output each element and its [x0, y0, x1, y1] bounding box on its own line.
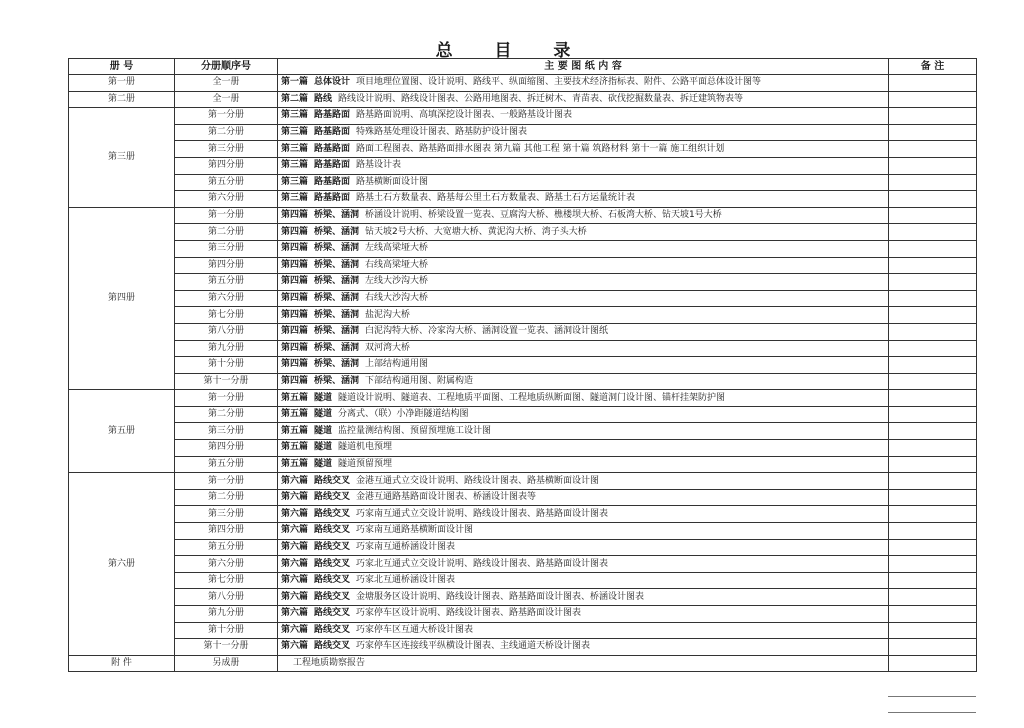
table-row: [69, 257, 977, 274]
note-cell: [889, 423, 977, 440]
section-name: 桥梁、涵洞: [314, 359, 360, 370]
content-text: 路面工程图表、路基路面排水图表 第九篇 其他工程 第十篇 筑路材料 第十一篇 施工组织计划: [356, 143, 725, 154]
section-label: 第四篇: [281, 375, 309, 386]
table-row: [69, 274, 977, 291]
section-label: 第六篇: [281, 641, 309, 652]
sub-volume-cell: 第十分册: [175, 357, 278, 374]
note-cell: [889, 290, 977, 307]
content-text: 巧家停车区互通大桥设计图表: [356, 624, 474, 635]
content-cell: [278, 506, 889, 523]
content-text: 双河湾大桥: [365, 342, 411, 353]
volume-cell: 第二册: [69, 91, 175, 108]
section-name: 路基路面: [314, 143, 351, 154]
section-name: 桥梁、涵洞: [314, 243, 360, 254]
section-label: 第一篇: [281, 77, 309, 88]
section-label: 第六篇: [281, 591, 309, 602]
content-cell: [278, 157, 889, 174]
table-row: [69, 91, 977, 108]
section-label: 第三篇: [281, 143, 309, 154]
table-row: [69, 572, 977, 589]
section-label: 第四篇: [281, 259, 309, 270]
table-row: [69, 323, 977, 340]
section-label: 第六篇: [281, 608, 309, 619]
section-name: 桥梁、涵洞: [314, 309, 360, 320]
note-cell: [889, 655, 977, 672]
content-text: 路基路面说明、高填深挖设计图表、一般路基设计图表: [356, 110, 573, 121]
content-text: 工程地质勘察报告: [293, 658, 366, 669]
sub-volume-cell: 第十一分册: [175, 373, 278, 390]
toc-table: [68, 58, 977, 672]
section-label: 第五篇: [281, 392, 309, 403]
table-row: [69, 174, 977, 191]
note-cell: [889, 440, 977, 457]
section-name: 路线交叉: [314, 575, 351, 586]
content-text: 巧家南互通桥涵设计图表: [356, 541, 456, 552]
sub-volume-cell: 第二分册: [175, 224, 278, 241]
content-text: 路基横断面设计图: [356, 176, 429, 187]
section-label: 第四篇: [281, 326, 309, 337]
content-cell: [278, 240, 889, 257]
section-name: 桥梁、涵洞: [314, 293, 360, 304]
note-cell: [889, 357, 977, 374]
note-cell: [889, 572, 977, 589]
sub-volume-cell: 第二分册: [175, 489, 278, 506]
section-label: 第三篇: [281, 127, 309, 138]
section-name: 桥梁、涵洞: [314, 276, 360, 287]
content-cell: [278, 174, 889, 191]
section-label: 第三篇: [281, 160, 309, 171]
note-cell: [889, 622, 977, 639]
content-text: 右线大沙沟大桥: [365, 293, 429, 304]
sub-volume-cell: 第六分册: [175, 290, 278, 307]
section-name: 隧道: [314, 458, 333, 469]
table-row: [69, 506, 977, 523]
content-cell: [278, 622, 889, 639]
content-cell: [278, 75, 889, 92]
sub-volume-cell: 第六分册: [175, 191, 278, 208]
content-cell: [278, 373, 889, 390]
table-row: [69, 141, 977, 158]
section-name: 路基路面: [314, 160, 351, 171]
content-cell: [278, 440, 889, 457]
section-label: 第六篇: [281, 541, 309, 552]
sub-volume-cell: 第二分册: [175, 406, 278, 423]
section-name: 隧道: [314, 442, 333, 453]
volume-cell: 第六册: [69, 473, 175, 656]
table-row: [69, 290, 977, 307]
page-title: 总 目 录: [435, 41, 589, 61]
table-row: [69, 357, 977, 374]
note-cell: [889, 191, 977, 208]
sub-volume-cell: 第三分册: [175, 240, 278, 257]
content-cell: [278, 323, 889, 340]
section-label: 第六篇: [281, 492, 309, 503]
section-label: 第五篇: [281, 458, 309, 469]
content-cell: [278, 556, 889, 573]
section-name: 路基路面: [314, 176, 351, 187]
sub-volume-cell: 第十分册: [175, 622, 278, 639]
content-cell: [278, 473, 889, 490]
table-row: [69, 456, 977, 473]
note-cell: [889, 91, 977, 108]
sub-volume-cell: 第八分册: [175, 323, 278, 340]
section-label: 第五篇: [281, 425, 309, 436]
section-label: 第四篇: [281, 226, 309, 237]
content-text: 监控量测结构图、预留预埋施工设计图: [338, 425, 492, 436]
section-name: 桥梁、涵洞: [314, 259, 360, 270]
table-row: [69, 489, 977, 506]
table-row: [69, 340, 977, 357]
sub-volume-cell: 第五分册: [175, 539, 278, 556]
section-name: 路线交叉: [314, 492, 351, 503]
table-row: [69, 240, 977, 257]
sub-volume-cell: 第八分册: [175, 589, 278, 606]
content-text: 盐泥沟大桥: [365, 309, 411, 320]
sub-volume-cell: 第五分册: [175, 174, 278, 191]
note-cell: [889, 489, 977, 506]
content-text: 巧家停车区设计说明、路线设计图表、路基路面设计图表: [356, 608, 582, 619]
content-cell: [278, 589, 889, 606]
sub-volume-cell: 第三分册: [175, 423, 278, 440]
table-row: [69, 523, 977, 540]
section-name: 路线交叉: [314, 591, 351, 602]
section-name: 路基路面: [314, 193, 351, 204]
volume-cell: 第四册: [69, 207, 175, 390]
sub-volume-cell: 第一分册: [175, 390, 278, 407]
table-row: [69, 440, 977, 457]
section-name: 桥梁、涵洞: [314, 326, 360, 337]
note-cell: [889, 257, 977, 274]
content-cell: [278, 390, 889, 407]
content-text: 巧家南互通路基横断面设计图: [356, 525, 474, 536]
section-label: 第三篇: [281, 193, 309, 204]
table-row: [69, 539, 977, 556]
table-row: [69, 606, 977, 623]
note-cell: [889, 108, 977, 125]
note-cell: [889, 240, 977, 257]
content-text: 特殊路基处理设计图表、路基防护设计图表: [356, 127, 528, 138]
note-cell: [889, 75, 977, 92]
note-cell: [889, 207, 977, 224]
content-text: 上部结构通用图: [365, 359, 429, 370]
table-row: [69, 406, 977, 423]
sub-volume-cell: 第七分册: [175, 572, 278, 589]
note-cell: [889, 274, 977, 291]
section-label: 第四篇: [281, 210, 309, 221]
content-cell: [278, 274, 889, 291]
volume-cell: 第一册: [69, 75, 175, 92]
note-cell: [889, 323, 977, 340]
sub-volume-cell: 第三分册: [175, 141, 278, 158]
content-text: 钻天坡2号大桥、大宽塘大桥、黄泥沟大桥、湾子头大桥: [365, 226, 587, 237]
content-text: 隧道设计说明、隧道表、工程地质平面图、工程地质纵断面图、隧道洞门设计图、锚杆挂架防护图: [338, 392, 726, 403]
table-row: [69, 124, 977, 141]
sub-volume-cell: 第九分册: [175, 606, 278, 623]
table-row: [69, 556, 977, 573]
section-label: 第四篇: [281, 359, 309, 370]
section-label: 第六篇: [281, 525, 309, 536]
section-label: 第四篇: [281, 293, 309, 304]
content-cell: [278, 639, 889, 656]
note-cell: [889, 373, 977, 390]
section-name: 路基路面: [314, 127, 351, 138]
content-cell: [278, 307, 889, 324]
sub-volume-cell: 第一分册: [175, 473, 278, 490]
header-sub: 分册顺序号: [175, 59, 278, 75]
table-row: [69, 622, 977, 639]
content-cell: [278, 489, 889, 506]
section-name: 路线: [314, 93, 333, 104]
sub-volume-cell: 第六分册: [175, 556, 278, 573]
content-text: 隧道机电预埋: [338, 442, 393, 453]
sub-volume-cell: 第十一分册: [175, 639, 278, 656]
note-cell: [889, 340, 977, 357]
note-cell: [889, 406, 977, 423]
content-text: 左线高梁垭大桥: [365, 243, 429, 254]
note-cell: [889, 473, 977, 490]
section-name: 桥梁、涵洞: [314, 375, 360, 386]
table-row: [69, 390, 977, 407]
sub-volume-cell: 全一册: [175, 91, 278, 108]
content-cell: [278, 124, 889, 141]
content-text: 白泥沟特大桥、冷家沟大桥、涵洞设置一览表、涵洞设计图纸: [365, 326, 609, 337]
table-row: [69, 157, 977, 174]
note-column-extra-line: [888, 712, 976, 728]
section-name: 路线交叉: [314, 608, 351, 619]
sub-volume-cell: 第四分册: [175, 157, 278, 174]
content-cell: [278, 406, 889, 423]
header-volume: 册 号: [69, 59, 175, 75]
section-label: 第六篇: [281, 508, 309, 519]
sub-volume-cell: 第五分册: [175, 456, 278, 473]
volume-cell: 附 件: [69, 655, 175, 672]
note-cell: [889, 556, 977, 573]
content-text: 路基设计表: [356, 160, 402, 171]
content-text: 隧道预留预埋: [338, 458, 393, 469]
content-text: 桥涵设计说明、桥梁设置一览表、豆腐沟大桥、樵楼坝大桥、石板湾大桥、钻天坡1号大桥: [365, 210, 722, 221]
note-cell: [889, 639, 977, 656]
section-label: 第二篇: [281, 93, 309, 104]
content-cell: [278, 340, 889, 357]
sub-volume-cell: 第二分册: [175, 124, 278, 141]
table-row: [69, 307, 977, 324]
note-cell: [889, 456, 977, 473]
content-cell: [278, 655, 889, 672]
section-label: 第六篇: [281, 558, 309, 569]
section-name: 桥梁、涵洞: [314, 226, 360, 237]
section-name: 总体设计: [314, 77, 351, 88]
note-cell: [889, 124, 977, 141]
table-row: [69, 224, 977, 241]
sub-volume-cell: 第四分册: [175, 523, 278, 540]
sub-volume-cell: 第三分册: [175, 506, 278, 523]
section-label: 第五篇: [281, 409, 309, 420]
content-cell: [278, 606, 889, 623]
section-label: 第三篇: [281, 176, 309, 187]
section-name: 路线交叉: [314, 475, 351, 486]
content-text: 路线设计说明、路线设计图表、公路用地图表、拆迁树木、青苗表、砍伐挖掘数量表、拆迁建筑物表等: [338, 93, 744, 104]
content-cell: [278, 91, 889, 108]
section-name: 路线交叉: [314, 624, 351, 635]
section-name: 路线交叉: [314, 525, 351, 536]
sub-volume-cell: 第七分册: [175, 307, 278, 324]
content-cell: [278, 539, 889, 556]
note-cell: [889, 523, 977, 540]
content-cell: [278, 290, 889, 307]
section-name: 路线交叉: [314, 541, 351, 552]
section-label: 第六篇: [281, 624, 309, 635]
content-cell: [278, 456, 889, 473]
section-label: 第六篇: [281, 475, 309, 486]
note-cell: [889, 224, 977, 241]
content-text: 项目地理位置图、设计说明、路线平、纵面缩图、主要技术经济指标表、附件、公路平面总体设计图等: [356, 77, 762, 88]
volume-cell: 第三册: [69, 108, 175, 208]
section-name: 路基路面: [314, 110, 351, 121]
content-cell: [278, 357, 889, 374]
note-cell: [889, 390, 977, 407]
content-cell: [278, 523, 889, 540]
content-text: 分离式、（联）小净距隧道结构图: [338, 409, 469, 420]
section-label: 第六篇: [281, 575, 309, 586]
section-label: 第五篇: [281, 442, 309, 453]
content-text: 左线大沙沟大桥: [365, 276, 429, 287]
section-name: 隧道: [314, 425, 333, 436]
header-note: 备 注: [889, 59, 977, 75]
sub-volume-cell: 第一分册: [175, 108, 278, 125]
table-row: [69, 473, 977, 490]
table-row: [69, 589, 977, 606]
content-text: 巧家北互通桥涵设计图表: [356, 575, 456, 586]
table-row: [69, 75, 977, 92]
note-cell: [889, 589, 977, 606]
table-row: [69, 207, 977, 224]
note-cell: [889, 506, 977, 523]
sub-volume-cell: 第五分册: [175, 274, 278, 291]
note-cell: [889, 539, 977, 556]
section-name: 隧道: [314, 409, 333, 420]
content-text: 巧家停车区连接线平纵横设计图表、主线通道天桥设计图表: [356, 641, 591, 652]
sub-volume-cell: 另成册: [175, 655, 278, 672]
table-row: [69, 655, 977, 672]
content-text: 下部结构通用图、附属构造: [365, 375, 474, 386]
table-row: [69, 373, 977, 390]
section-name: 桥梁、涵洞: [314, 210, 360, 221]
note-cell: [889, 307, 977, 324]
note-cell: [889, 174, 977, 191]
sub-volume-cell: 第一分册: [175, 207, 278, 224]
table-header: [69, 59, 977, 75]
content-cell: [278, 257, 889, 274]
section-name: 路线交叉: [314, 508, 351, 519]
note-cell: [889, 157, 977, 174]
table-row: [69, 191, 977, 208]
content-text: 金塘服务区设计说明、路线设计图表、路基路面设计图表、桥涵设计图表: [356, 591, 645, 602]
volume-cell: 第五册: [69, 390, 175, 473]
content-cell: [278, 572, 889, 589]
content-text: 右线高梁垭大桥: [365, 259, 429, 270]
table-row: [69, 108, 977, 125]
section-label: 第三篇: [281, 110, 309, 121]
section-label: 第四篇: [281, 276, 309, 287]
note-cell: [889, 606, 977, 623]
table-body: [69, 75, 977, 672]
table-row: [69, 639, 977, 656]
section-label: 第四篇: [281, 342, 309, 353]
content-text: 金港互通路基路面设计图表、桥涵设计图表等: [356, 492, 537, 503]
section-name: 桥梁、涵洞: [314, 342, 360, 353]
content-cell: [278, 423, 889, 440]
section-name: 路线交叉: [314, 641, 351, 652]
sub-volume-cell: 全一册: [175, 75, 278, 92]
content-cell: [278, 224, 889, 241]
sub-volume-cell: 第九分册: [175, 340, 278, 357]
sub-volume-cell: 第四分册: [175, 440, 278, 457]
content-cell: [278, 191, 889, 208]
note-column-extra-line: [888, 696, 976, 712]
section-label: 第四篇: [281, 243, 309, 254]
content-text: 金港互通式立交设计说明、路线设计图表、路基横断面设计图: [356, 475, 600, 486]
sub-volume-cell: 第四分册: [175, 257, 278, 274]
content-cell: [278, 207, 889, 224]
header-content: 主 要 图 纸 内 容: [278, 59, 889, 75]
section-name: 路线交叉: [314, 558, 351, 569]
section-name: 隧道: [314, 392, 333, 403]
content-text: 巧家南互通式立交设计说明、路线设计图表、路基路面设计图表: [356, 508, 609, 519]
content-text: 路基土石方数量表、路基每公里土石方数量表、路基土石方运量统计表: [356, 193, 636, 204]
content-text: 巧家北互通式立交设计说明、路线设计图表、路基路面设计图表: [356, 558, 609, 569]
content-cell: [278, 141, 889, 158]
content-cell: [278, 108, 889, 125]
section-label: 第四篇: [281, 309, 309, 320]
note-cell: [889, 141, 977, 158]
table-row: [69, 423, 977, 440]
